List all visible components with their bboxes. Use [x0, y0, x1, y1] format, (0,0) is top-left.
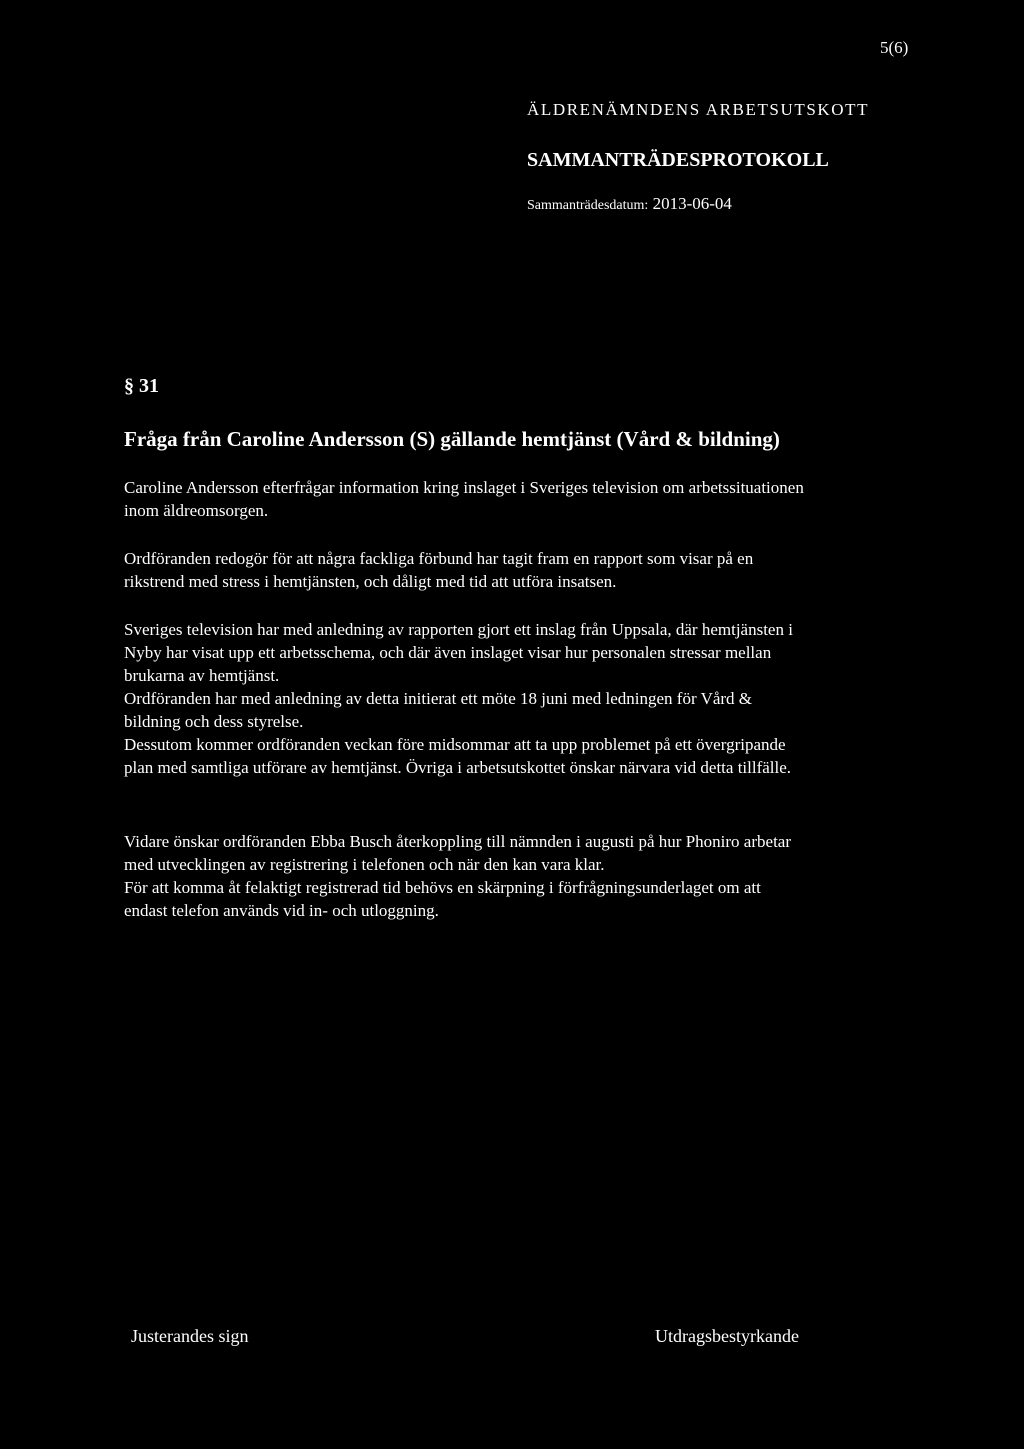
- text-line: Vidare önskar ordföranden Ebba Busch återkoppling till nämnden i augusti på hur Phoniro arbetar: [124, 832, 791, 851]
- text-line: Ordföranden redogör för att några fackliga förbund har tagit fram en rapport som visar på en: [124, 549, 754, 568]
- text-line: Nyby har visat upp ett arbetsschema, och där även inslaget visar hur personalen stressar mellan: [124, 643, 772, 662]
- document-title: SAMMANTRÄDESPROTOKOLL: [527, 149, 829, 171]
- signature-justerandes: Justerandes sign: [131, 1326, 249, 1346]
- text-line: med utvecklingen av registrering i telefonen och när den kan vara klar.: [124, 855, 605, 874]
- text-line: brukarna av hemtjänst.: [124, 666, 280, 685]
- text-line: inom äldreomsorgen.: [124, 501, 269, 520]
- paragraph-number: § 31: [124, 375, 159, 397]
- section-heading: Fråga från Caroline Andersson (S) gällande hemtjänst (Vård & bildning): [124, 427, 780, 451]
- text-line: plan med samtliga utförare av hemtjänst. Övriga i arbetsutskottet önskar närvara vid detta tillfälle.: [124, 758, 792, 777]
- meeting-date: [527, 194, 732, 216]
- text-line: Dessutom kommer ordföranden veckan före midsommar att ta upp problemet på ett övergripande: [124, 735, 786, 754]
- body-paragraph-1: [124, 476, 964, 522]
- meeting-date-value: 2013-06-04: [652, 194, 732, 213]
- committee-name: ÄLDRENÄMNDENS ARBETSUTSKOTT: [527, 100, 870, 119]
- page-number: 5(6): [880, 38, 909, 57]
- text-line: Sveriges television har med anledning av rapporten gjort ett inslag från Uppsala, där hemtjänsten i: [124, 620, 793, 639]
- text-line: endast telefon används vid in- och utloggning.: [124, 901, 439, 920]
- text-line: Ordföranden har med anledning av detta initierat ett möte 18 juni med ledningen för Vård &: [124, 689, 753, 708]
- meeting-date-label: Sammanträdesdatum:: [527, 198, 649, 213]
- text-line: rikstrend med stress i hemtjänsten, och dåligt med tid att utföra insatsen.: [124, 572, 617, 591]
- text-line: Caroline Andersson efterfrågar information kring inslaget i Sveriges television om arbetssituationen: [124, 478, 804, 497]
- text-line: bildning och dess styrelse.: [124, 712, 304, 731]
- body-paragraph-4: [124, 830, 964, 922]
- text-line: För att komma åt felaktigt registrerad tid behövs en skärpning i förfrågningsunderlaget om att: [124, 878, 761, 897]
- body-paragraph-3: [124, 618, 964, 779]
- body-paragraph-2: [124, 547, 964, 593]
- signature-utdragsbestyrkande: Utdragsbestyrkande: [655, 1326, 799, 1346]
